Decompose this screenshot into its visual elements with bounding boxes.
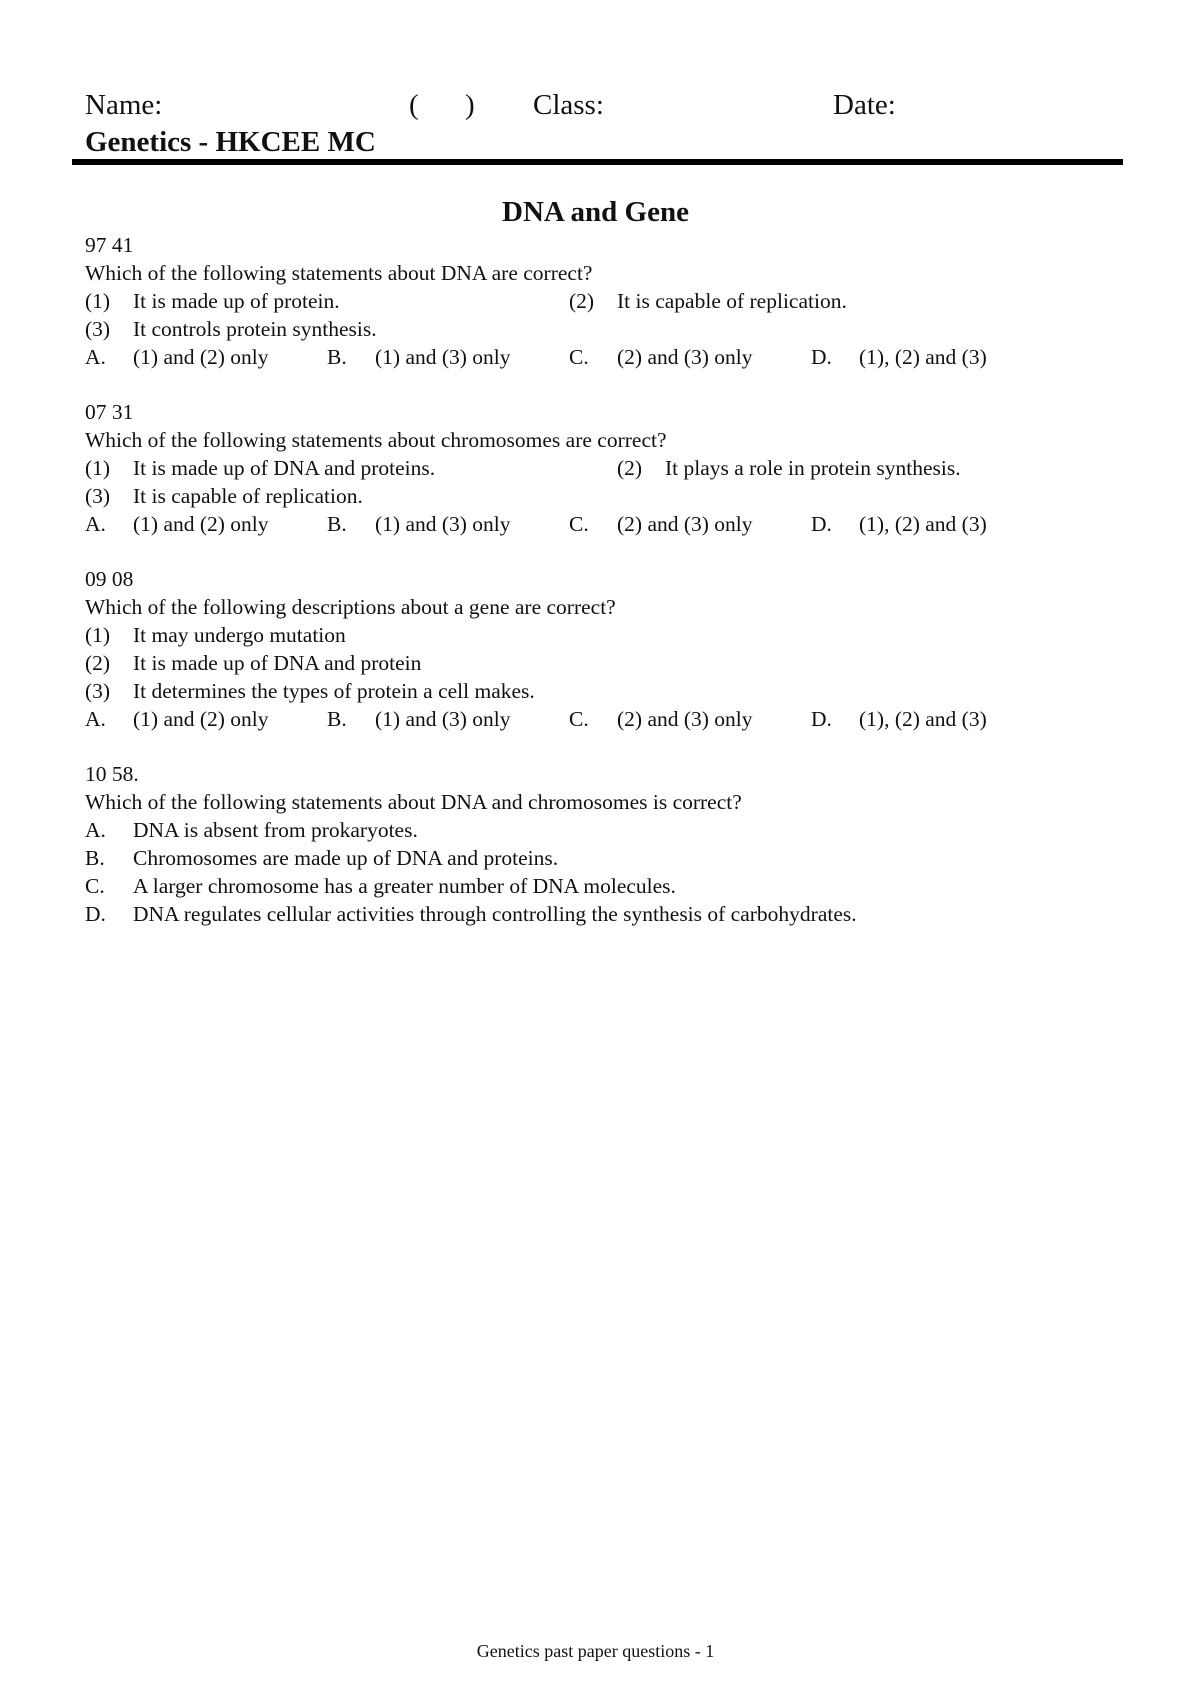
- option-letter: A.: [85, 818, 106, 842]
- statement-row: [85, 454, 1145, 482]
- option-text: (1) and (2) only: [133, 512, 269, 536]
- option-text: (2) and (3) only: [617, 345, 753, 369]
- option-letter: C.: [85, 874, 105, 898]
- option-text: (1) and (3) only: [375, 707, 511, 731]
- option-line: [85, 872, 1145, 900]
- statement-text: It is made up of protein.: [133, 289, 340, 313]
- option-letter: D.: [811, 512, 832, 536]
- statement-number: (3): [85, 484, 111, 508]
- statement-text: It plays a role in protein synthesis.: [665, 456, 961, 480]
- question-ref: 09 08: [85, 567, 134, 591]
- question-3: [85, 565, 1145, 733]
- statement-number: (2): [85, 651, 111, 675]
- statement-number: (3): [85, 317, 111, 341]
- option-letter: B.: [327, 345, 347, 369]
- statement-row: [85, 482, 1145, 510]
- option-text: (2) and (3) only: [617, 707, 753, 731]
- option-letter: A.: [85, 345, 106, 369]
- option-letter: A.: [85, 707, 106, 731]
- statement-row: [85, 649, 1145, 677]
- option-text: (1) and (3) only: [375, 345, 511, 369]
- date-label: Date:: [833, 89, 896, 121]
- statement-text: It is capable of replication.: [617, 289, 847, 313]
- page-footer: Genetics past paper questions - 1: [476, 1641, 715, 1661]
- statement-number: (2): [617, 456, 643, 480]
- statement-row: [85, 287, 1145, 315]
- option-text: (1) and (3) only: [375, 512, 511, 536]
- class-number-paren-open: (: [409, 89, 419, 121]
- question-stem: Which of the following statements about chromosomes are correct?: [85, 428, 667, 452]
- option-text: DNA regulates cellular activities through controlling the synthesis of carbohydrates.: [133, 902, 857, 926]
- statement-row: [85, 677, 1145, 705]
- statement-number: (1): [85, 289, 111, 313]
- option-text: (1) and (2) only: [133, 345, 269, 369]
- option-letter: B.: [327, 707, 347, 731]
- class-label: Class:: [533, 89, 604, 121]
- option-letter: C.: [569, 345, 589, 369]
- option-text: (1), (2) and (3): [859, 512, 987, 536]
- statement-number: (2): [569, 289, 595, 313]
- statement-number: (1): [85, 623, 111, 647]
- option-line: [85, 816, 1145, 844]
- statement-row: [85, 621, 1145, 649]
- option-text: DNA is absent from prokaryotes.: [133, 818, 418, 842]
- option-text: (1), (2) and (3): [859, 345, 987, 369]
- question-ref: 10 58.: [85, 762, 139, 786]
- section-title: DNA and Gene: [502, 196, 689, 228]
- option-letter: C.: [569, 512, 589, 536]
- header-rule: [72, 159, 1123, 165]
- statement-text: It is made up of DNA and protein: [133, 651, 422, 675]
- statement-text: It determines the types of protein a cell makes.: [133, 679, 535, 703]
- statement-row: [85, 315, 1145, 343]
- question-1: [85, 231, 1145, 371]
- question-2: [85, 398, 1145, 538]
- option-letter: B.: [327, 512, 347, 536]
- option-text: Chromosomes are made up of DNA and proteins.: [133, 846, 559, 870]
- statement-text: It may undergo mutation: [133, 623, 346, 647]
- question-ref: 97 41: [85, 233, 134, 257]
- statement-number: (1): [85, 456, 111, 480]
- question-stem: Which of the following descriptions about a gene are correct?: [85, 595, 616, 619]
- name-label: Name:: [85, 89, 163, 121]
- statement-text: It controls protein synthesis.: [133, 317, 377, 341]
- class-number-paren-close: ): [465, 89, 475, 121]
- option-text: (1) and (2) only: [133, 707, 269, 731]
- option-letter: B.: [85, 846, 105, 870]
- subject-title: Genetics - HKCEE MC: [85, 126, 376, 158]
- option-text: (2) and (3) only: [617, 512, 753, 536]
- question-4: [85, 760, 1145, 928]
- option-letter: A.: [85, 512, 106, 536]
- option-letter: C.: [569, 707, 589, 731]
- statement-text: It is capable of replication.: [133, 484, 363, 508]
- option-line: [85, 900, 1145, 928]
- option-letter: D.: [811, 345, 832, 369]
- option-letter: D.: [811, 707, 832, 731]
- statement-number: (3): [85, 679, 111, 703]
- options-row: [85, 343, 1145, 371]
- statement-text: It is made up of DNA and proteins.: [133, 456, 436, 480]
- options-row: [85, 705, 1145, 733]
- question-stem: Which of the following statements about DNA are correct?: [85, 261, 593, 285]
- option-text: (1), (2) and (3): [859, 707, 987, 731]
- question-stem: Which of the following statements about DNA and chromosomes is correct?: [85, 790, 742, 814]
- options-row: [85, 510, 1145, 538]
- option-text: A larger chromosome has a greater number of DNA molecules.: [133, 874, 676, 898]
- question-ref: 07 31: [85, 400, 134, 424]
- option-line: [85, 844, 1145, 872]
- option-letter: D.: [85, 902, 106, 926]
